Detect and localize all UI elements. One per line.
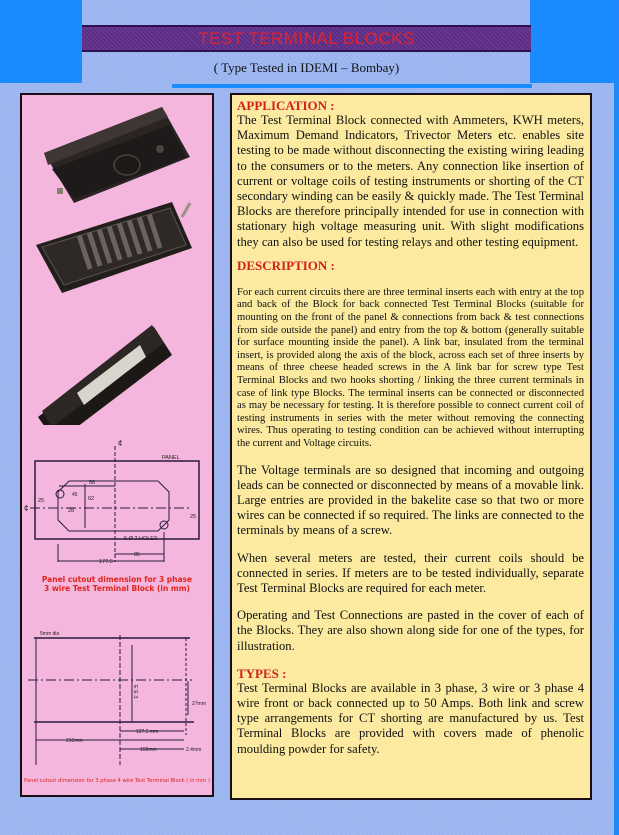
label-vertical: E E 3	[132, 685, 138, 699]
decorative-edge-right	[614, 0, 619, 835]
label-177-5: 177.5	[99, 559, 113, 565]
decorative-corner-right	[530, 0, 614, 83]
label-28: 28	[68, 508, 75, 514]
left-illustration-panel	[20, 93, 214, 797]
page-subtitle: ( Type Tested in IDEMI – Bombay)	[213, 60, 400, 75]
diagram2-caption: Panel cutout dimension for 3 phase 4 wire Test Terminal Block ( in mm )	[24, 778, 210, 784]
centerline-symbol-left: ¢	[24, 504, 29, 513]
panel-cutout-diagram-4-wire	[22, 625, 212, 765]
decorative-corner-left	[0, 0, 82, 83]
description-paragraph-4: Operating and Test Connections are pasted in the cover of each of the Blocks. They are also shown along side for one of the types, for illustration.	[237, 608, 584, 653]
label-45: 45	[72, 492, 78, 498]
terminal-block-open-terminals	[36, 202, 192, 293]
page-title: TEST TERMINAL BLOCKS	[198, 28, 415, 48]
label-56: 56	[89, 480, 96, 486]
label-85: 85	[134, 552, 141, 558]
label-25-right: 25	[190, 514, 197, 520]
diagram1-caption-line1: Panel cutout dimension for 3 phase	[41, 575, 193, 584]
description-heading: DESCRIPTION :	[237, 257, 335, 273]
application-heading: APPLICATION :	[237, 98, 335, 113]
label-2-4mm: 2.4mm	[186, 747, 202, 753]
types-heading: TYPES :	[237, 665, 287, 681]
label-108mm: 108mm	[140, 747, 157, 753]
description-paragraph-1: For each current circuits there are three terminal inserts each with entry at the top and back of the Block for back connected Test Terminal Blocks (suitable for mounting on the front of the panel & connections from back & test connections from side outside the panel) and entry from the top & bottom (generally suitable for surface mounting inside the panel). A link bar, insulated from the terminal insert, is provided along the axis of the block, across each set of three inserts by means of three cheese headed screws in the A link bar for screw type Test Terminal Blocks and two hooks shorting / linking the three current terminals in case of link type Blocks. The terminal inserts can be connected or disconnected as may be necessary for testing. It is therefore possible to connect current coil of testing instruments in series with the meter without removing the connecting wires. Thus operating to testing condition can be achieved without interrupting the current and Voltage circuits.	[237, 286, 584, 449]
label-62: 62	[88, 496, 95, 502]
terminal-block-closed-cover	[44, 107, 190, 203]
label-127-5mm: 127.5 mm	[136, 729, 159, 735]
label-5mm-dia: 5mm dia	[40, 631, 60, 637]
label-holes: 5 Ø 2 HOLES	[124, 536, 158, 542]
description-paragraph-3: When several meters are tested, their current coils should be connected in series. If meters are to be tested individually, separate Test Terminal Blocks are required for each meter.	[237, 550, 584, 595]
label-27mm: 27mm	[192, 701, 206, 707]
label-panel: PANEL	[162, 455, 180, 461]
label-216mm: 216mm	[66, 738, 83, 744]
description-paragraph-2: The Voltage terminals are so designed that incoming and outgoing leads can be connected or disconnected by means of a movable link. Large entries are provided in the bakelite case so that two or more wires can be connected if so required. The links are connected to the terminals by means of a screw.	[237, 462, 584, 538]
label-25: 25	[38, 498, 45, 504]
terminal-block-cover-with-label	[38, 325, 172, 425]
product-photos	[22, 95, 212, 425]
diagram1-caption-line2: 3 wire Test Terminal Block (in mm)	[44, 584, 190, 593]
cutout-outline	[58, 481, 169, 531]
application-text: The Test Terminal Block connected with Ammeters, KWH meters, Maximum Demand Indicators, Trivector Meters etc. enables site testing to be made without disconnecting the existing wiring leading to the consumers or to the meters. Any connection like insertion of current or voltage coils of testing instruments or shorting of the CT secondary winding can be easily & quickly made. The Test Terminal Blocks are therefore principally intended for use in connection with stationary high voltage measuring unit. With slight modifications they can also be used for testing relays and other testing equipment.	[237, 113, 584, 249]
decorative-divider	[172, 84, 532, 88]
types-text: Test Terminal Blocks are available in 3 phase, 3 wire or 3 phase 4 wire front or back connected up to 50 Amps. Both link and screw type arrangements for CT shorting are manufactured by us. Test Terminal Blocks are provided with covers made of phenolic moulding powder for safety.	[237, 680, 584, 756]
title-banner	[82, 25, 531, 52]
panel-outline	[35, 461, 199, 539]
diagram1-caption	[22, 575, 212, 593]
right-text-panel	[230, 93, 592, 800]
centerline-symbol: ¢	[118, 439, 123, 448]
panel-cutout-diagram-3-wire	[22, 432, 212, 582]
